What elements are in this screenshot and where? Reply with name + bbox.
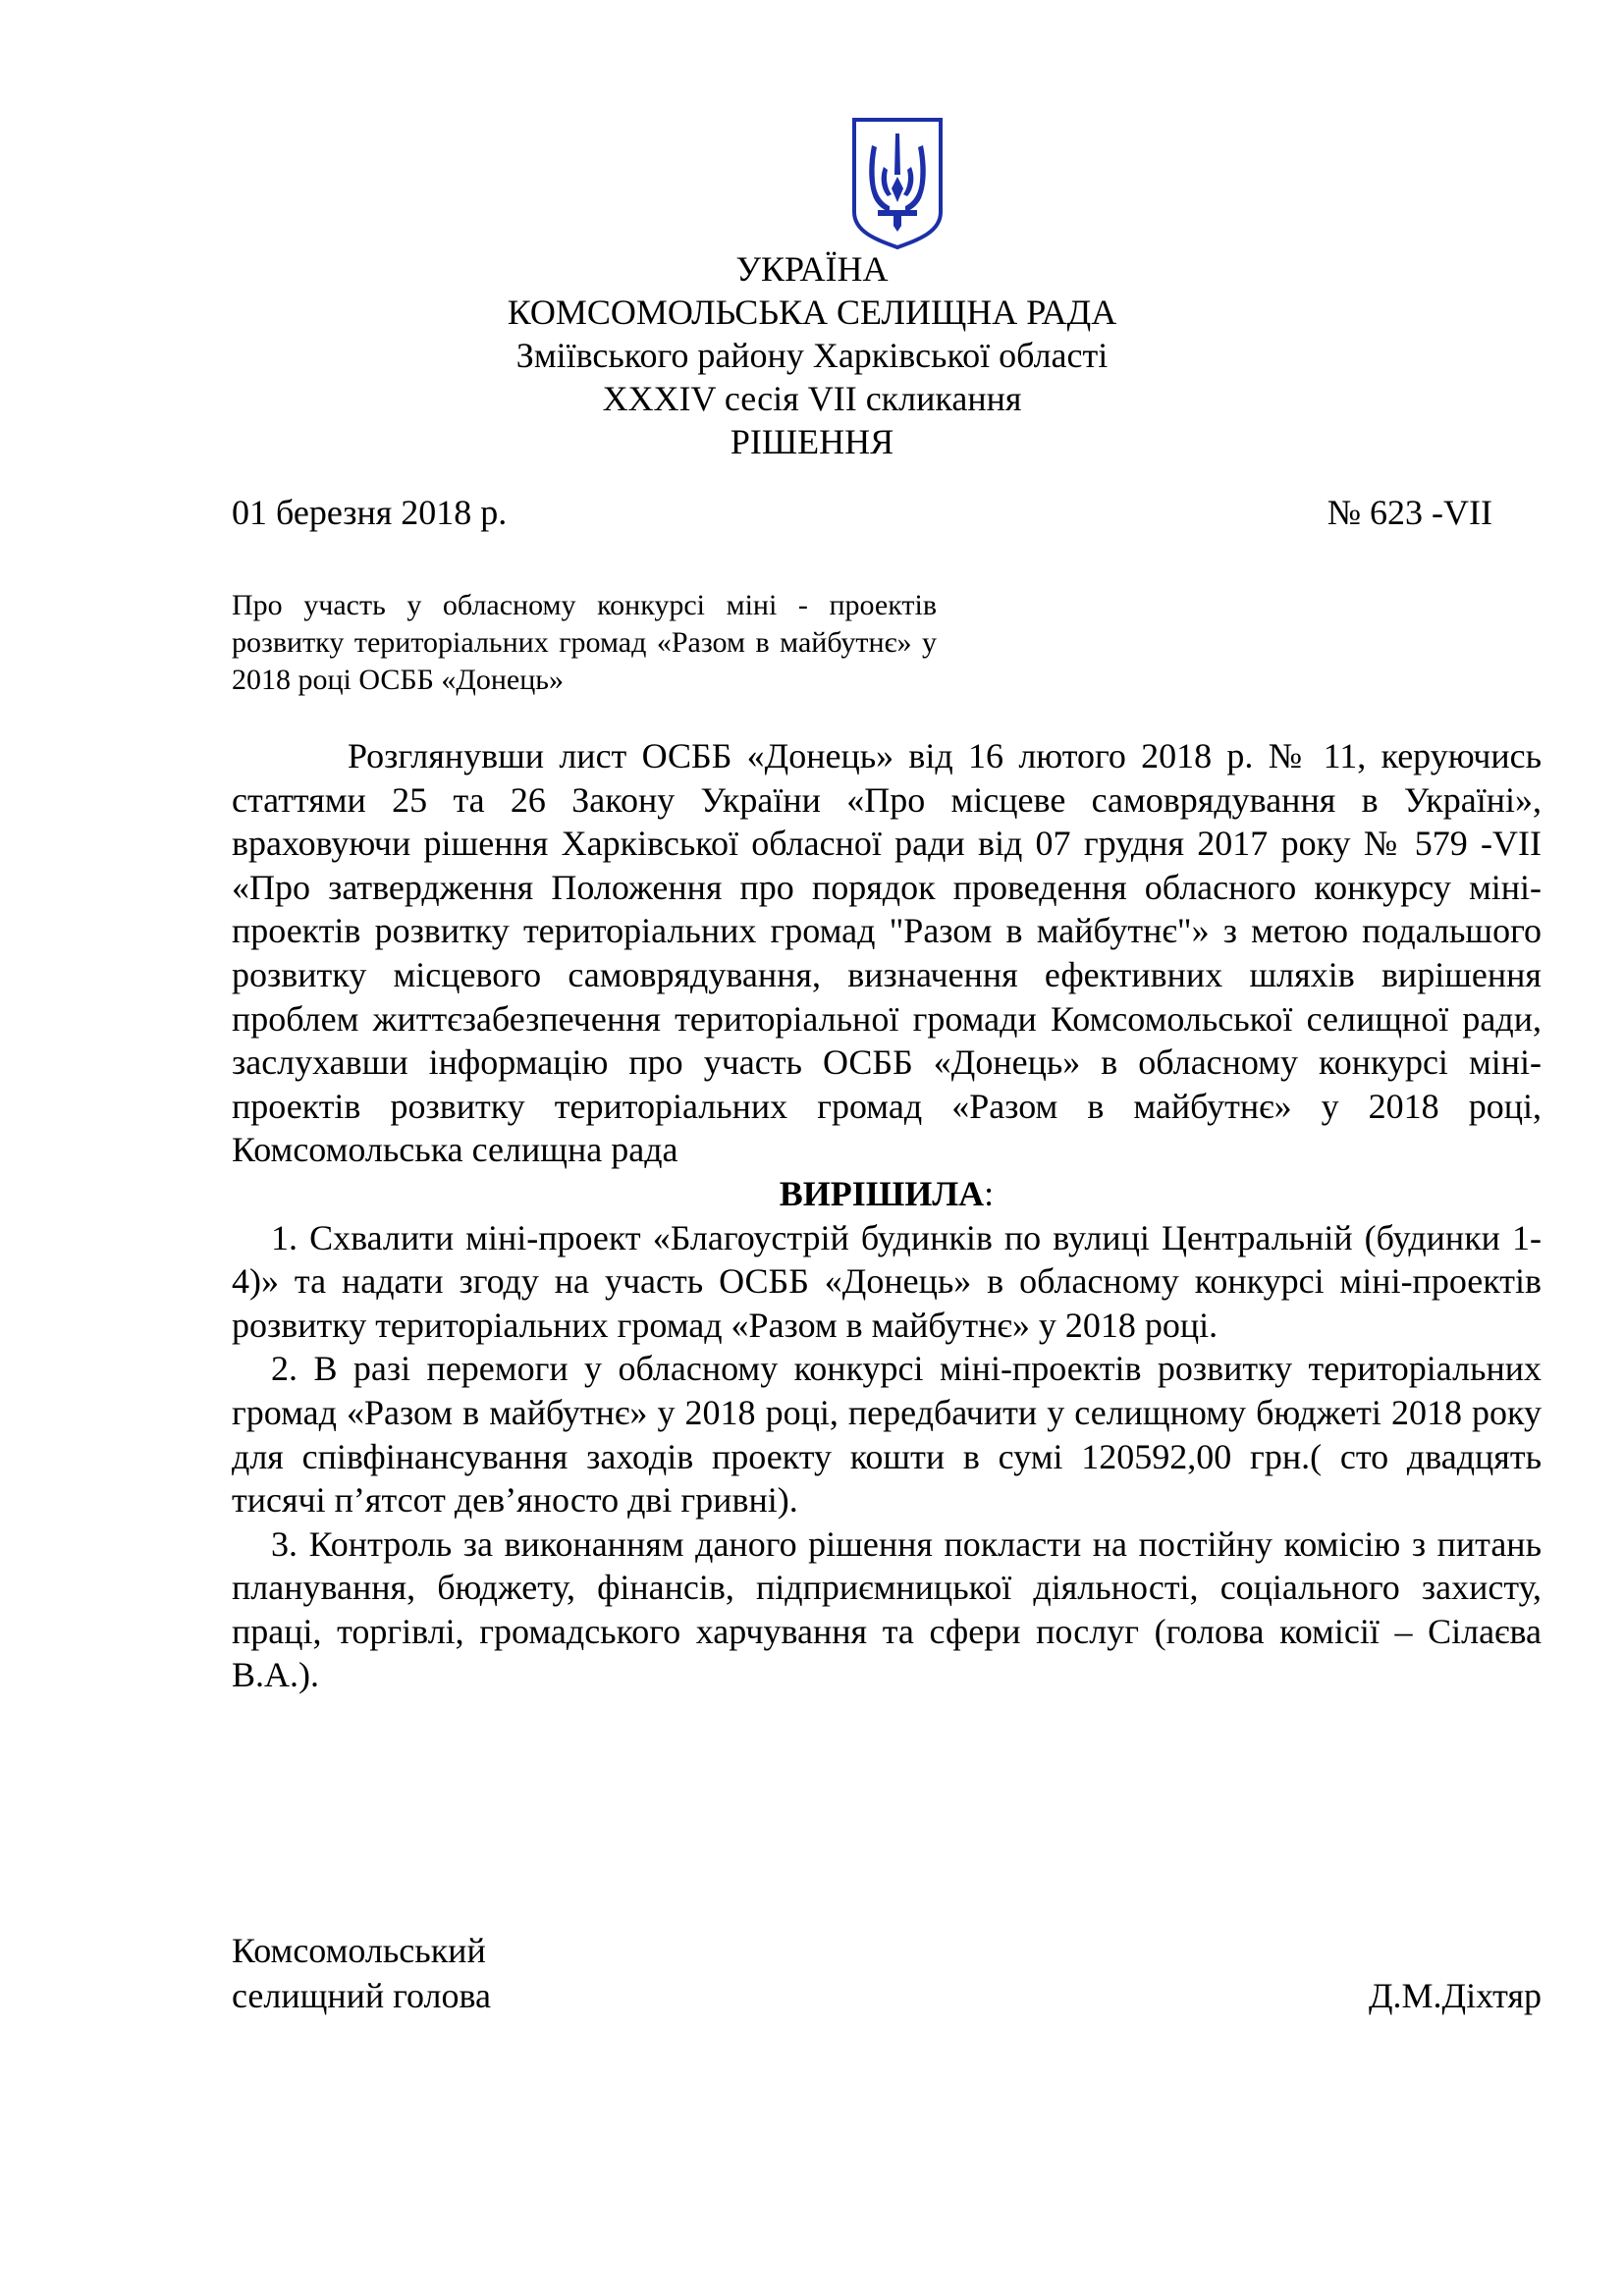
document-number: № 623 -VII — [1326, 493, 1492, 532]
header-doc-type: РІШЕННЯ — [730, 422, 894, 461]
coat-of-arms-icon — [850, 116, 945, 251]
body-intro: Розглянувши лист ОСББ «Донець» від 16 лютого 2018 р. № 11, керуючись статтями 25 та 26 Закону України «Про місцеве самоврядування в Україні», враховуючи рішення Харківської обласної ради від 07 грудня 2017 року № 579 -VII «Про затвердження Положення про порядок проведення обласного конкурсу міні-проектів розвитку територіальних громад "Разом в майбутнє"» з метою подальшого розвитку місцевого самоврядування, визначення ефективних шляхів вирішення проблем життєзабезпечення територіальної громади Комсомольської селищної ради, заслухавши інформацію про участь ОСББ «Донець» в обласному конкурсі міні-проектів розвитку територіальних громад «Разом в майбутнє» у 2018 році, Комсомольська селищна рада — [232, 736, 1542, 1170]
header-council: КОМСОМОЛЬСЬКА СЕЛИЩНА РАДА — [507, 293, 1117, 332]
decision-item-1: 1. Схвалити міні-проект «Благоустрій будинків по вулиці Центральній (будинки 1-4)» та надати згоду на участь ОСББ «Донець» в обласному конкурсі міні-проектів розвитку територіальних громад «Разом в майбутнє» у 2018 році. — [232, 1217, 1542, 1345]
signatory-title-line2: селищний голова — [232, 1976, 492, 2015]
document-body — [232, 734, 1542, 1697]
document-header — [0, 247, 1624, 463]
signatory-name: Д.М.Діхтяр — [1368, 1976, 1542, 2015]
signatory-title-line1: Комсомольський — [232, 1931, 486, 1970]
header-district: Зміївського району Харківської області — [515, 336, 1109, 375]
decided-heading — [232, 1172, 1542, 1216]
header-country: УКРАЇНА — [735, 249, 889, 289]
decision-item-2: 2. В разі перемоги у обласному конкурсі міні-проектів розвитку територіальних громад «Разом в майбутнє» у 2018 році, передбачити у селищному бюджеті 2018 року для співфінансування заходів проекту кошти в сумі 120592,00 грн.( сто двадцять тисячі п’ятсот дев’яносто дві гривні). — [232, 1349, 1542, 1521]
decided-colon: : — [984, 1173, 995, 1213]
document-date: 01 березня 2018 р. — [232, 493, 508, 532]
decision-item-3: 3. Контроль за виконанням даного рішення покласти на постійну комісію з питань планування, бюджету, фінансів, підприємницької діяльності, соціального захисту, праці, торгівлі, громадського харчування та сфери послуг (голова комісії – Сілаєва В.А.). — [232, 1523, 1542, 1695]
document-subject: Про участь у обласному конкурсі міні - проектів розвитку територіальних громад «Разом в майбутнє» у 2018 році ОСББ «Донець» — [232, 589, 937, 696]
signature-block — [232, 1928, 1542, 2018]
decided-label: ВИРІШИЛА — [779, 1173, 985, 1213]
header-session: XXXIV сесія VII скликання — [602, 379, 1022, 418]
